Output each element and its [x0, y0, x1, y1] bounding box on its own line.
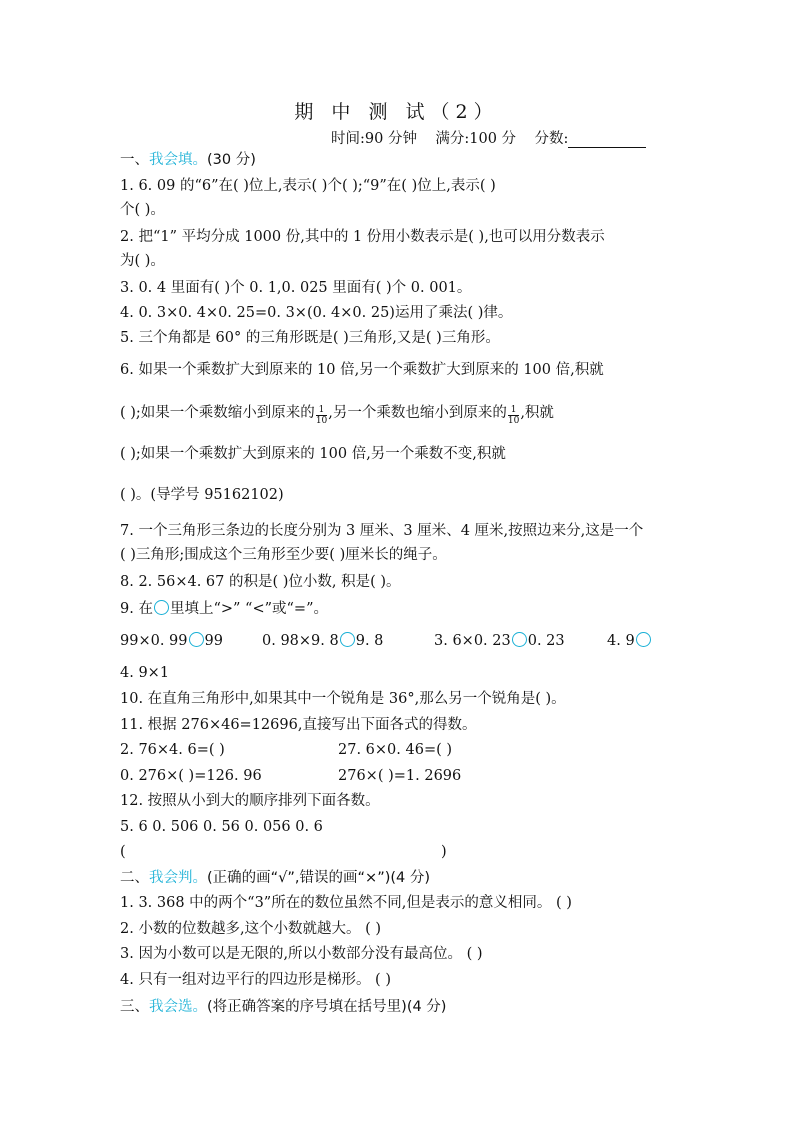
q11-item: 2. 76×4. 6=( ) [120, 742, 225, 758]
question-10: 10. 在直角三角形中,如果其中一个锐角是 36°,那么另一个锐角是( )。 [120, 691, 566, 707]
section-2-name: 我会判。 [149, 870, 207, 886]
question-3: 3. 0. 4 里面有( )个 0. 1,0. 025 里面有( )个 0. 001。 [120, 280, 472, 296]
judge-3: 3. 因为小数可以是无限的,所以小数部分没有最高位。 ( ) [120, 946, 483, 962]
q9-item-4: 4. 9 [607, 632, 652, 650]
question-4: 4. 0. 3×0. 4×0. 25=0. 3×(0. 4×0. 25)运用了乘法( )律。 [120, 305, 513, 321]
judge-4: 4. 只有一组对边平行的四边形是梯形。 ( ) [120, 972, 391, 988]
time-limit: 时间:90 分钟 [331, 131, 417, 147]
judge-2: 2. 小数的位数越多,这个小数就越大。 ( ) [120, 921, 382, 937]
score-label: 分数: [534, 131, 569, 147]
score-blank[interactable] [568, 133, 646, 148]
section-2-heading: 二、我会判。(正确的画“√”,错误的画“×”)(4 分) [120, 870, 431, 886]
question-1-line-2: 个( )。 [120, 202, 165, 218]
q12-answer-open: ( [120, 844, 126, 860]
answer-circle[interactable] [154, 600, 169, 615]
section-3-name: 我会选。 [149, 999, 207, 1015]
q12-numbers: 5. 6 0. 506 0. 56 0. 056 0. 6 [120, 819, 323, 835]
question-6-line-4: ( )。(导学号 95162102) [120, 487, 284, 503]
judge-1: 1. 3. 368 中的两个“3”所在的数位虽然不同,但是表示的意义相同。 ( ) [120, 895, 572, 911]
question-6-line-1: 6. 如果一个乘数扩大到原来的 10 倍,另一个乘数扩大到原来的 100 倍,积就 [120, 362, 604, 378]
question-6-line-2: ( );如果一个乘数缩小到原来的 $\frac{1}{10}$ ,另一个乘数也缩小到原来的 $\frac{1}{10}$ ,积就 [120, 405, 554, 426]
q12-answer-close: ) [441, 844, 447, 860]
question-7-line-2: ( )三角形;围成这个三角形至少要( )厘米长的绳子。 [120, 547, 447, 563]
question-8: 8. 2. 56×4. 67 的积是( )位小数, 积是( )。 [120, 574, 401, 590]
question-2-line-1: 2. 把“1” 平均分成 1000 份,其中的 1 份用小数表示是( ),也可以用分数表示 [120, 229, 605, 245]
question-5: 5. 三个角都是 60° 的三角形既是( )三角形,又是( )三角形。 [120, 330, 500, 346]
page-title: 期 中 测 试（2） [294, 101, 499, 123]
question-11: 11. 根据 276×46=12696,直接写出下面各式的得数。 [120, 717, 477, 733]
q11-item: 0. 276×( )=126. 96 [120, 768, 262, 784]
q11-item: 276×( )=1. 2696 [338, 768, 462, 784]
fraction-one-tenth: $\frac{1}{10}$ [507, 405, 520, 426]
q9-item-4-continued: 4. 9×1 [120, 665, 170, 681]
section-1-name: 我会填。 [149, 152, 207, 168]
question-1-line-1: 1. 6. 09 的“6”在( )位上,表示( )个( );“9”在( )位上,表示( ) [120, 178, 496, 194]
q9-item-1: 99×0. 99 99 [120, 633, 223, 649]
full-score: 满分:100 分 [435, 131, 517, 147]
fraction-one-tenth: $\frac{1}{10}$ [315, 405, 328, 426]
answer-circle[interactable] [636, 632, 651, 647]
question-9: 9. 在 里填上“>” “<”或“=”。 [120, 601, 328, 617]
question-12: 12. 按照从小到大的顺序排列下面各数。 [120, 793, 380, 809]
answer-circle[interactable] [189, 632, 204, 647]
question-7-line-1: 7. 一个三角形三条边的长度分别为 3 厘米、3 厘米、4 厘米,按照边来分,这是一个 [120, 523, 644, 539]
q11-item: 27. 6×0. 46=( ) [338, 742, 453, 758]
question-2-line-2: 为( )。 [120, 253, 165, 269]
exam-meta [331, 127, 646, 148]
answer-circle[interactable] [512, 632, 527, 647]
q9-item-2: 0. 98×9. 8 9. 8 [262, 633, 384, 649]
section-1-heading: 一、我会填。(30 分) [120, 152, 256, 168]
section-3-heading: 三、我会选。(将正确答案的序号填在括号里)(4 分) [120, 999, 447, 1015]
answer-circle[interactable] [340, 632, 355, 647]
q9-item-3: 3. 6×0. 23 0. 23 [434, 633, 565, 649]
question-6-line-3: ( );如果一个乘数扩大到原来的 100 倍,另一个乘数不变,积就 [120, 446, 506, 462]
